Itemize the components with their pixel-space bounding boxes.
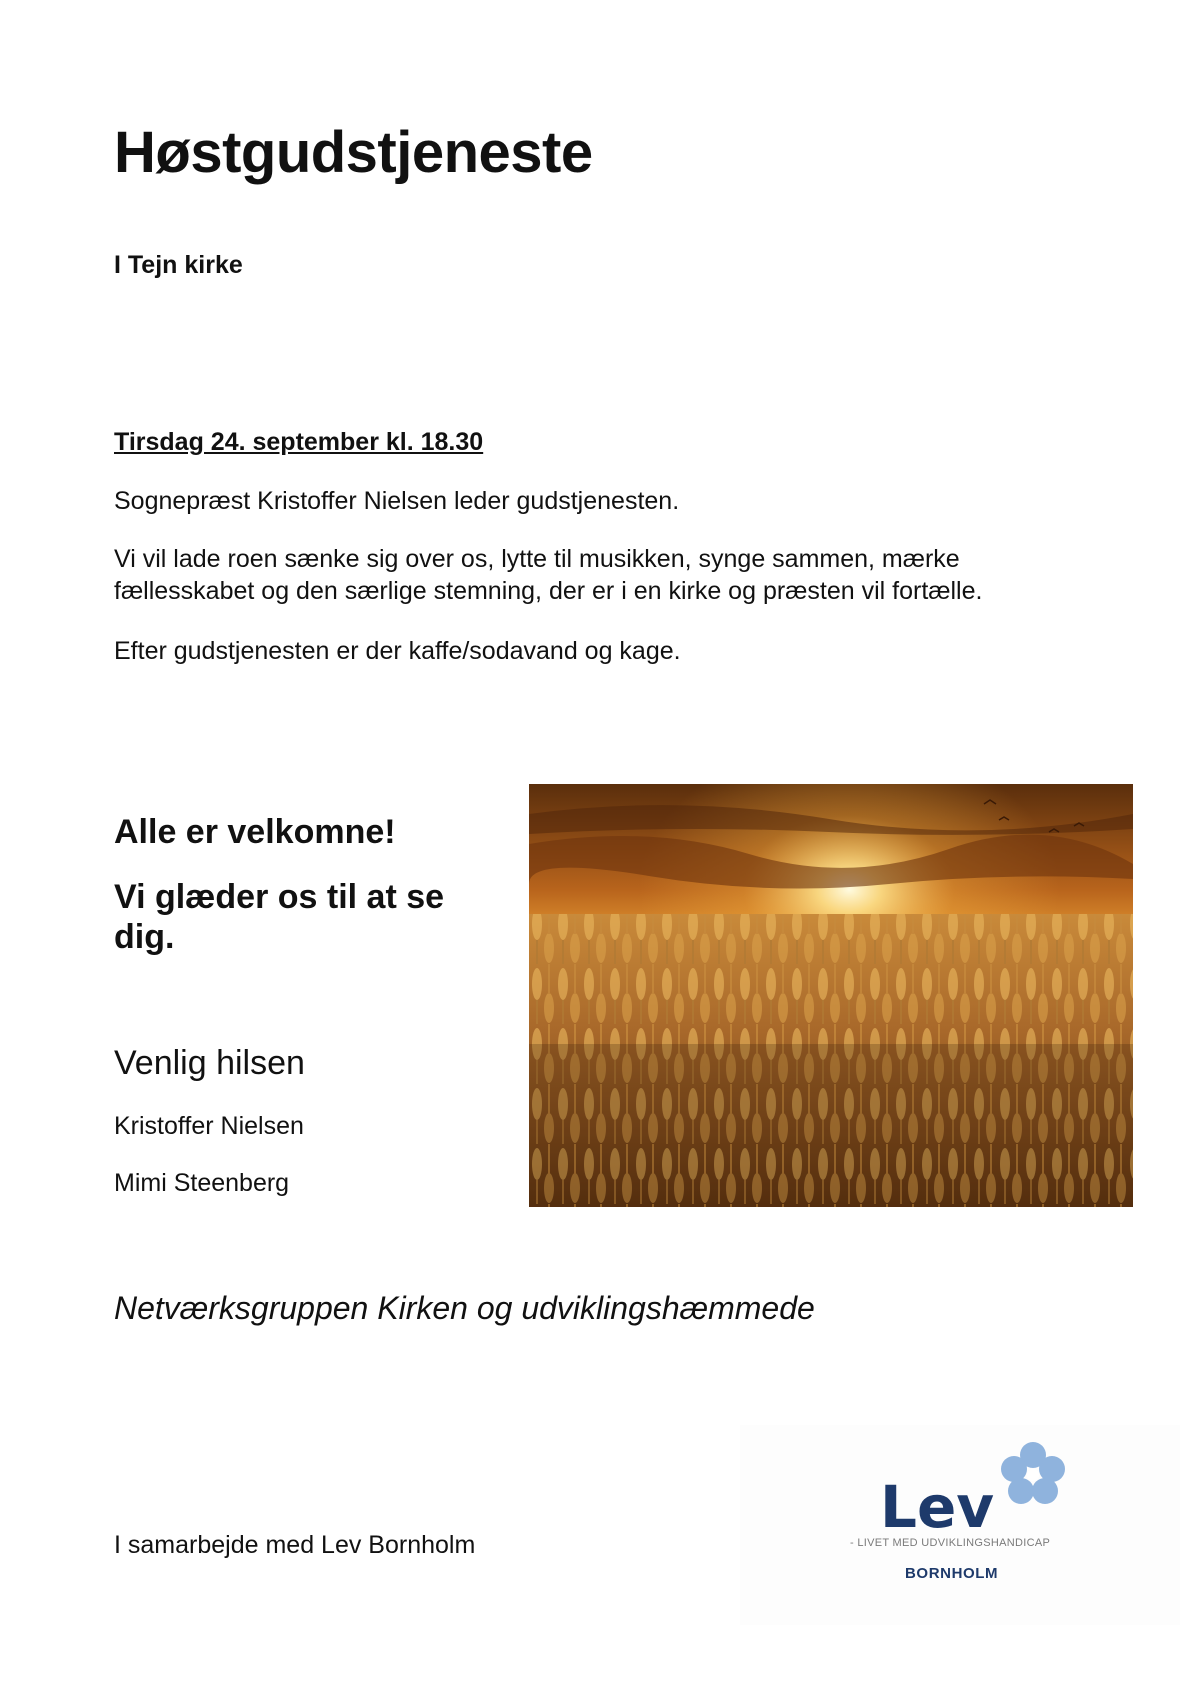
signature-name: Mimi Steenberg (114, 1169, 290, 1197)
church-location: I Tejn kirke (114, 251, 243, 279)
wheat-field-photo (529, 784, 1133, 1207)
network-group-name: Netværksgruppen Kirken og udviklingshæmmede (114, 1290, 815, 1326)
lev-bornholm-logo (740, 1425, 1180, 1625)
signature-name: Kristoffer Nielsen (114, 1112, 304, 1140)
event-date: Tirsdag 24. september kl. 18.30 (114, 428, 484, 456)
logo-tagline: - LIVET MED UDVIKLINGSHANDICAP (850, 1537, 1051, 1549)
logo-region: BORNHOLM (905, 1565, 999, 1582)
logo-wordmark: Lev (880, 1473, 995, 1541)
paragraph-pastor: Sognepræst Kristoffer Nielsen leder gudstjenesten. (114, 487, 680, 515)
welcome-subheading: Vi glæder os til at se dig. (114, 878, 445, 956)
collaboration-note: I samarbejde med Lev Bornholm (114, 1531, 476, 1559)
welcome-heading: Alle er velkomne! (114, 813, 396, 851)
paragraph-refreshments: Efter gudstjenesten er der kaffe/sodavand og kage. (114, 637, 681, 665)
page-title: Høstgudstjeneste (114, 120, 593, 185)
paragraph-description: Vi vil lade roen sænke sig over os, lytte til musikken, synge sammen, mærke fællesskabet og den særlige stemning, der er i en kirke og præsten vil fortælle. (114, 545, 983, 605)
greeting: Venlig hilsen (114, 1044, 305, 1082)
